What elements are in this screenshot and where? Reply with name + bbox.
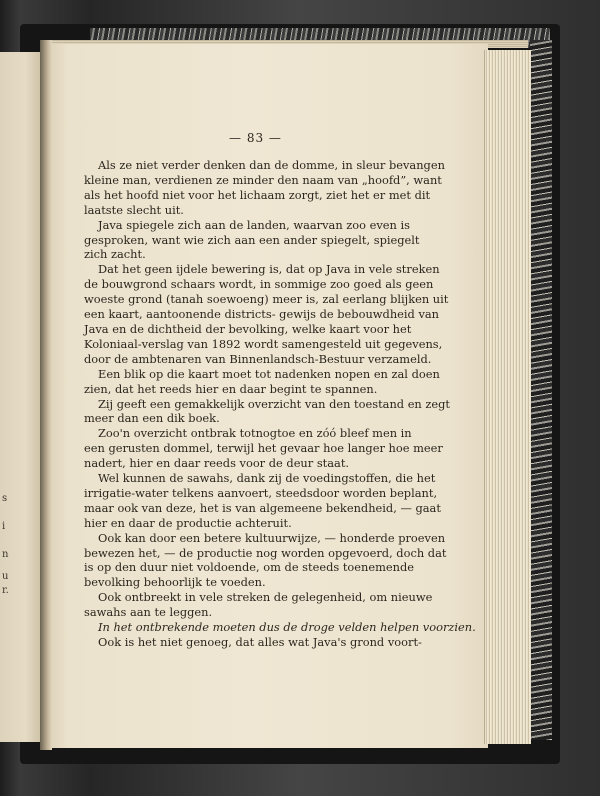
cover-marbled-edge: [530, 40, 552, 740]
left-page-fragment: i: [2, 521, 6, 532]
text-line: Ook ontbreekt in vele streken de gelegenheid, om nieuwe: [98, 590, 433, 605]
text-line: Ook kan door een betere kultuurwijze, — honderde proeven: [98, 530, 446, 545]
book-gutter: [40, 40, 52, 750]
text-line: is op den duur niet voldoende, om de steeds toenemende: [84, 560, 415, 575]
text-line: Wel kunnen de sawahs, dank zij de voedingstoffen, die het: [98, 471, 436, 486]
left-page-fragment: u: [2, 571, 9, 582]
text-line: Java en de dichtheid der bevolking, welke kaart voor het: [84, 321, 412, 336]
text-line: Java spiegele zich aan de landen, waarvan zoo even is: [98, 217, 410, 232]
left-page: [0, 52, 44, 742]
left-page-fragment: n: [2, 549, 9, 560]
text-line: bewezen het, — de productie nog worden opgevoerd, doch dat: [84, 545, 447, 560]
text-line: Ook is het niet genoeg, dat alles wat Java's grond voort-: [98, 635, 422, 649]
left-page-fragment: r.: [2, 585, 9, 596]
text-line: een gerusten dommel, terwijl het gevaar hoe langer hoe meer: [84, 441, 443, 456]
text-line: gesproken, want wie zich aan een ander spiegelt, spiegelt: [84, 232, 420, 247]
text-line: Zij geeft een gemakkelijk overzicht van den toestand en zegt: [98, 396, 451, 411]
text-line: zien, dat het reeds hier en daar begint te spannen.: [84, 381, 378, 396]
text-line: Een blik op die kaart moet tot nadenken nopen en zal doen: [98, 366, 440, 381]
text-line: kleine man, verdienen ze minder den naam van „hoofd”, want: [84, 172, 442, 187]
text-line: door de ambtenaren van Binnenlandsch-Bestuur verzameld.: [84, 351, 432, 366]
text-line: Dat het geen ijdele bewering is, dat op Java in vele streken: [98, 262, 440, 277]
page-number: — 83 —: [229, 131, 282, 145]
text-line: Zoo'n overzicht ontbrak totnogtoe en zóó bleef men in: [98, 426, 412, 441]
text-line: een kaart, aantoonende districts- gewijs de bebouwdheid van: [84, 307, 440, 322]
text-line: nadert, hier en daar reeds voor de deur staat.: [84, 456, 350, 471]
text-line: zich zacht.: [84, 247, 146, 262]
text-line: laatste slecht uit.: [84, 202, 184, 217]
text-line: meer dan een dik boek.: [84, 411, 220, 426]
text-line: Koloniaal-verslag van 1892 wordt samengesteld uit gegevens,: [84, 336, 443, 351]
text-line: irrigatie-water telkens aanvoert, steedsdoor worden beplant,: [84, 485, 438, 500]
text-line: hier en daar de productie achteruit.: [84, 515, 292, 530]
left-page-fragment: s: [2, 493, 8, 504]
text-line: als het hoofd niet voor het lichaam zorgt, ziet het er met dit: [84, 187, 431, 202]
text-line: maar ook van deze, het is van algemeene bekendheid, — gaat: [84, 500, 441, 515]
text-line: woeste grond (tanah soewoeng) meer is, zal eerlang blijken uit: [84, 292, 449, 307]
body-text: [84, 158, 476, 650]
page-edges: [484, 50, 531, 744]
text-line: Als ze niet verder denken dan de domme, in sleur bevangen: [98, 158, 445, 172]
text-line: sawahs aan te leggen.: [84, 605, 213, 620]
text-line: bevolking behoorlijk te voeden.: [84, 575, 266, 590]
text-line: In het ontbrekende moeten dus de droge velden helpen voorzien.: [98, 620, 476, 635]
text-line: de bouwgrond schaars wordt, in sommige zoo goed als geen: [84, 277, 434, 292]
